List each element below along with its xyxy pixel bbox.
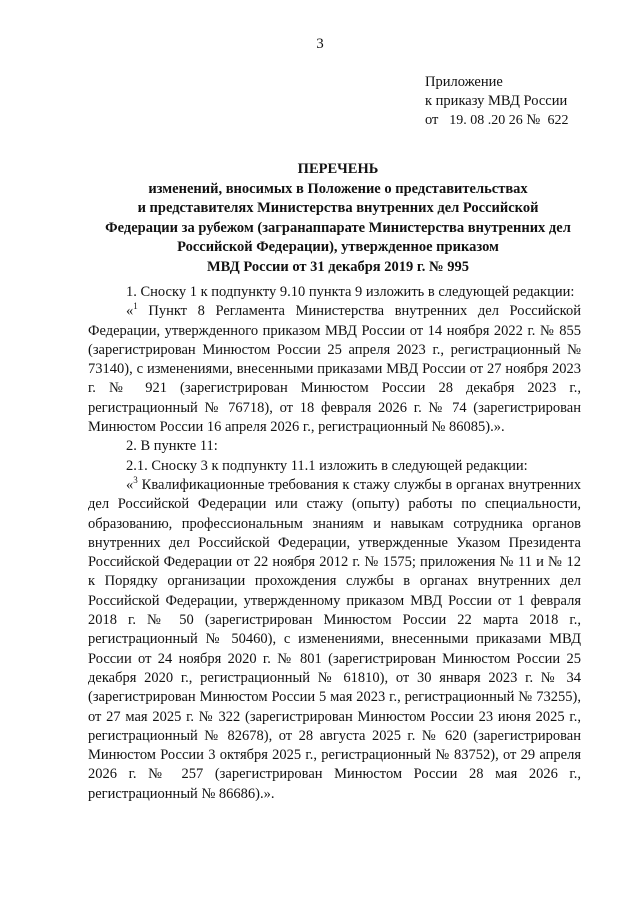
- title-line-5: МВД России от 31 декабря 2019 г. № 995: [207, 258, 469, 275]
- title-line-3: Федерации за рубежом (загранаппарате Министерства внутренних дел: [105, 219, 571, 236]
- open-quote: «: [126, 303, 134, 320]
- paragraph-5-text: Квалификационные требования к стажу службы в органах внутренних дел Российской Федерации или стажу (опыту) работы по специальности, образованию, профессиональным знаниям и навыкам сотрудника органов внутренних дел Российской Федерации, утвержденные Указом Президента Российской Федерации от 22 ноября 2012 г. № 1575; приложения № 11 и № 12 к Порядку организации прохождения службы в органах внутренних дел Российской Федерации, утвержденному приказом МВД России от 1 февраля 2018 г. № 50 (зарегистрирован Минюстом России 22 марта 2018 г., регистрационный № 50460), с изменениями, внесенными приказами МВД России от 24 ноября 2020 г. № 801 (зарегистрирован Минюстом России 25 декабря 2020 г., регистрационный № 61810), от 30 января 2023 г. № 34 (зарегистрирован Минюстом России 5 мая 2023 г., регистрационный № 73255), от 27 мая 2025 г. № 322 (зарегистрирован Минюстом России 23 июня 2025 г., регистрационный № 82678), от 28 августа 2025 г. № 620 (зарегистрирован Минюстом России 3 октября 2025 г., регистрационный № 83752), от 29 апреля 2026 г. № 257 (зарегистрирован Минюстом России 28 мая 2026 г., регистрационный № 86686).».: [88, 476, 581, 802]
- document-body: [88, 283, 581, 804]
- paragraph-1: 1. Сноску 1 к подпункту 9.10 пункта 9 изложить в следующей редакции:: [126, 284, 575, 300]
- appendix-date-line: [425, 111, 569, 130]
- paragraph-3: 2. В пункте 11:: [126, 438, 218, 455]
- title-line-1: изменений, вносимых в Положение о представительствах: [148, 180, 528, 197]
- appendix-line-2: к приказу МВД России: [425, 93, 568, 109]
- paragraph-5: [88, 476, 581, 804]
- title-heading: ПЕРЕЧЕНЬ: [297, 161, 379, 177]
- document-title: [85, 160, 591, 277]
- footnote-mark-3: 3: [133, 475, 138, 486]
- paragraph-2: [88, 302, 581, 437]
- paragraph-4: 2.1. Сноску 3 к подпункту 11.1 изложить в следующей редакции:: [126, 457, 528, 474]
- date-prefix: от: [425, 112, 439, 128]
- title-line-4: Российской Федерации), утвержденное приказом: [177, 239, 499, 255]
- handwritten-number: 622: [547, 113, 569, 128]
- handwritten-date: 19. 08 .20 26: [449, 113, 523, 128]
- number-label: №: [526, 112, 541, 128]
- open-quote: «: [126, 476, 134, 493]
- appendix-block: [425, 73, 569, 130]
- appendix-line-1: Приложение: [425, 74, 503, 90]
- paragraph-2-text: Пункт 8 Регламента Министерства внутренних дел Российской Федерации, утвержденного приказом МВД России от 14 ноября 2022 г. № 855 (зарегистрирован Минюстом России 25 апреля 2023 г., регистрационный № 73140), с изменениями, внесенными приказами МВД России от 27 ноября 2023 г. № 921 (зарегистрирован Минюстом России 28 декабря 2023 г., регистрационный № 76718), от 18 февраля 2026 г. № 74 (зарегистрирован Минюстом России 16 апреля 2026 г., регистрационный № 86085).».: [88, 303, 581, 436]
- page-number: 3: [316, 36, 324, 52]
- title-line-2: и представителях Министерства внутренних дел Российской: [137, 200, 539, 216]
- footnote-mark-1: 1: [133, 301, 138, 312]
